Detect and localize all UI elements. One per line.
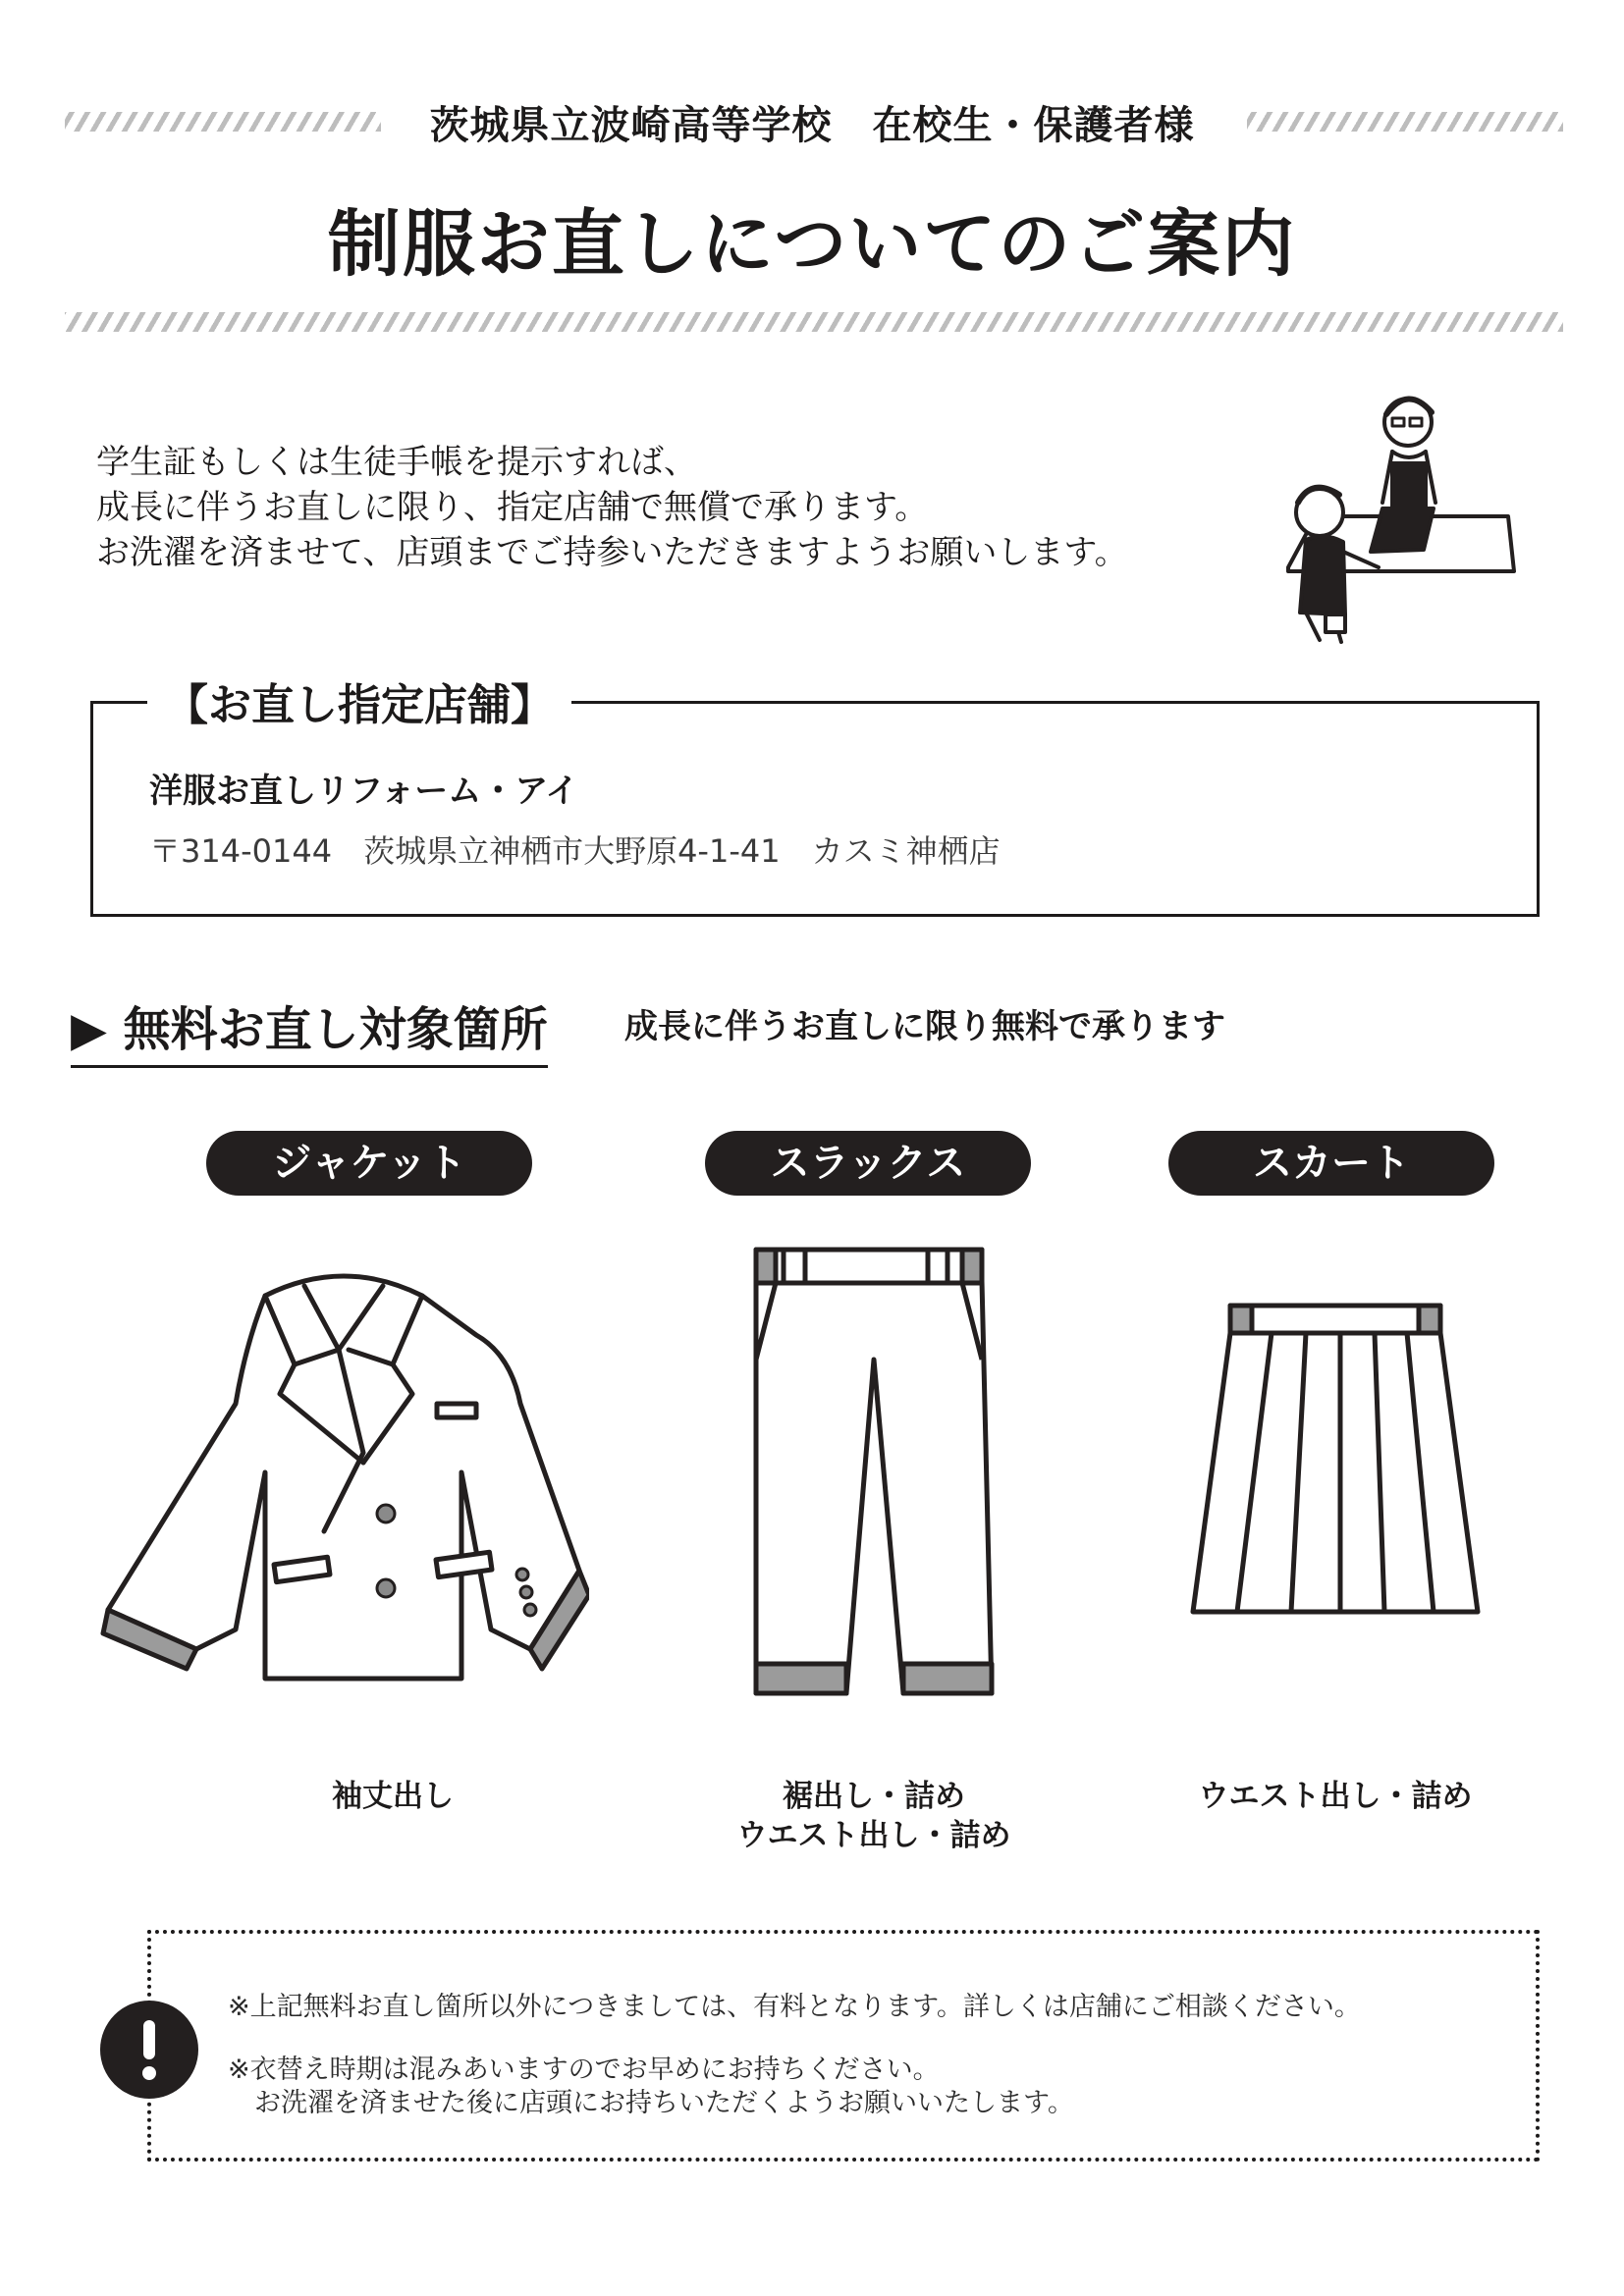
caption-line: 裾出し・詰め: [783, 1779, 965, 1814]
skirt-icon: [1183, 1298, 1488, 1631]
jacket-caption: [245, 1777, 540, 1816]
note-line-3: お洗濯を済ませた後に店頭にお持ちいただくようお願いいたします。: [228, 2088, 1074, 2118]
shop-label: 【お直し指定店舗】: [147, 669, 571, 732]
free-section-note: 成長に伴うお直しに限り無料で承ります: [624, 1007, 1225, 1046]
intro-line: 成長に伴うお直しに限り、指定店舗で無償で承ります。: [96, 488, 929, 527]
slacks-label: スラックス: [705, 1131, 1031, 1196]
skirt-caption: [1168, 1777, 1502, 1816]
intro-text: [96, 440, 1128, 575]
shop-illustration-icon: [1276, 385, 1522, 660]
exclamation-icon: [100, 2001, 198, 2099]
caption-line: ウエスト出し・詰め: [736, 1818, 1011, 1853]
caption-line: 袖丈出し: [332, 1779, 454, 1814]
page-title: 制服お直しについてのご案内: [327, 202, 1297, 287]
jacket-label: ジャケット: [206, 1131, 532, 1196]
title-stripe: [65, 312, 1563, 332]
note-line-1: ※上記無料お直し箇所以外につきましては、有料となります。詳しくは店舗にご相談ください。: [228, 1992, 1361, 2022]
slacks-caption: [707, 1777, 1041, 1855]
jacket-icon: [98, 1256, 589, 1688]
note-line-2: ※衣替え時期は混みあいますのでお早めにお持ちください。: [228, 2055, 940, 2085]
notes-box: [147, 1930, 1540, 2162]
slacks-icon: [736, 1242, 1001, 1733]
intro-line: お洗濯を済ませて、店頭までご持参いただきますようお願いします。: [96, 533, 1128, 572]
intro-line: 学生証もしくは生徒手帳を提示すれば、: [96, 443, 697, 482]
skirt-label: スカート: [1168, 1131, 1494, 1196]
subtitle: 茨城県立波崎高等学校 在校生・保護者様: [429, 103, 1195, 148]
free-section-heading: ▶ 無料お直し対象箇所: [71, 991, 548, 1068]
caption-line: ウエスト出し・詰め: [1198, 1779, 1473, 1814]
shop-name: 洋服お直しリフォーム・アイ: [149, 772, 579, 811]
shop-address: 〒314-0144 茨城県立神栖市大野原4-1-41 カスミ神栖店: [149, 832, 1001, 870]
